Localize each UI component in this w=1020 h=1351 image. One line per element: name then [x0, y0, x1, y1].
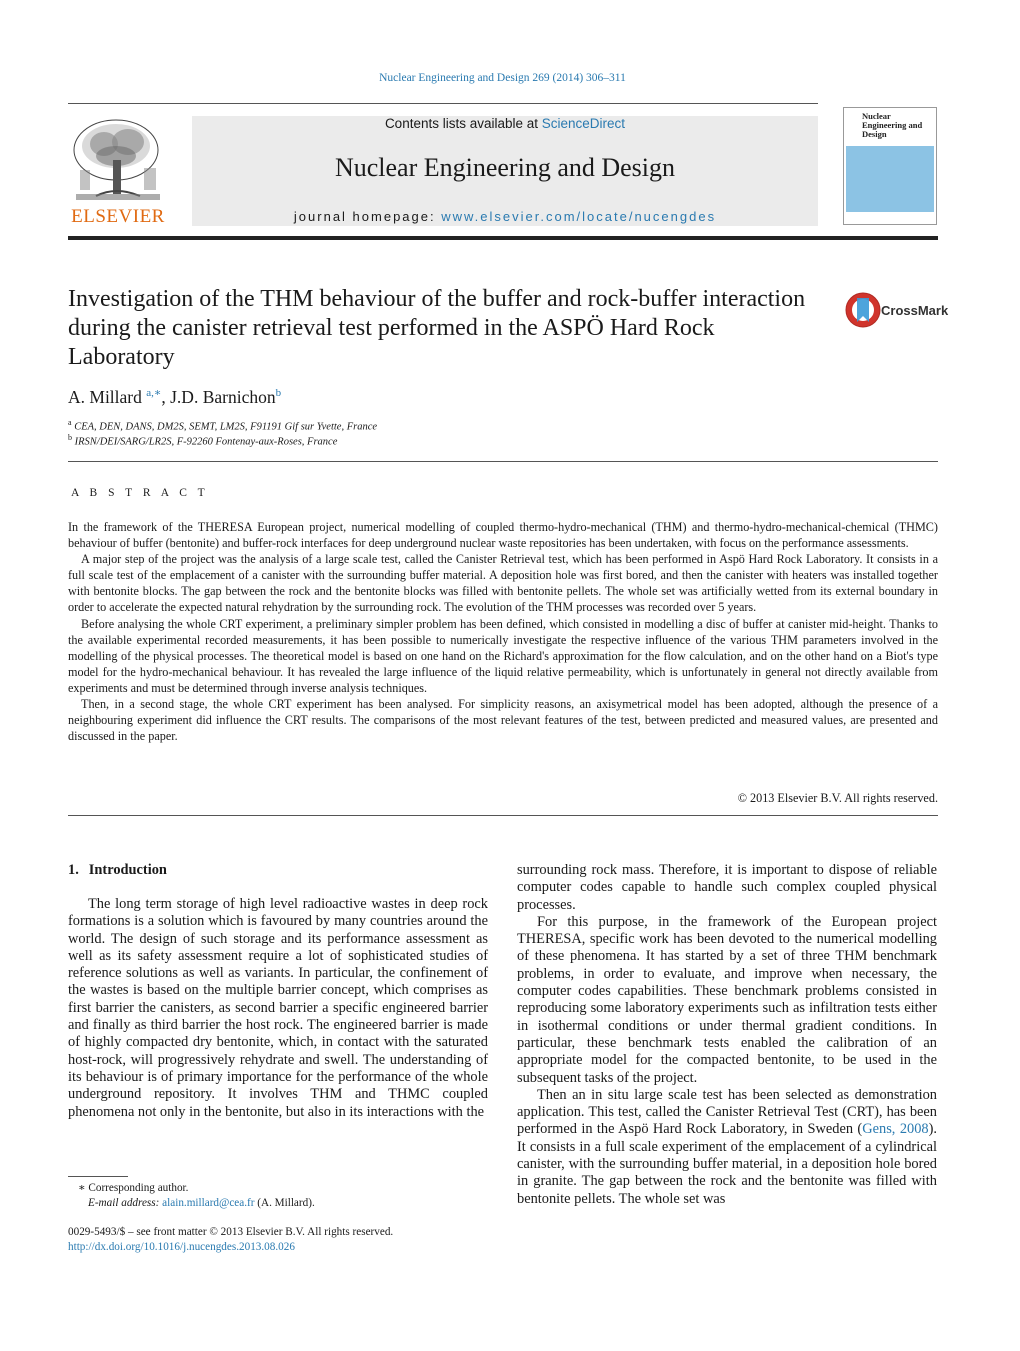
- footnotes: [68, 1181, 315, 1211]
- body-text: ). It consists in a full scale experiment of the emplacement of a cylindrical canister, with the surrounding buffer material, in a deposition hole bored in granite. The gap between the rock and the bentonite was filled with bentonite pellets. The whole set was: [517, 1121, 937, 1207]
- contents-line: [192, 116, 818, 131]
- elsevier-tree-icon: [66, 116, 170, 206]
- affiliation-text: CEA, DEN, DANS, DM2S, SEMT, LM2S, F91191 Gif sur Yvette, France: [74, 421, 378, 433]
- section-title: Introduction: [88, 862, 167, 878]
- author-list: [68, 386, 281, 408]
- author-marks[interactable]: b: [275, 387, 282, 399]
- homepage-link[interactable]: www.elsevier.com/locate/nucengdes: [441, 209, 717, 224]
- contents-prefix: Contents lists available at: [384, 116, 542, 131]
- author-separator: ,: [161, 386, 166, 407]
- section-number: 1.: [68, 862, 79, 878]
- issn-line: 0029-5493/$ – see front matter © 2013 Elsevier B.V. All rights reserved.: [68, 1226, 394, 1238]
- affiliation-mark: a: [68, 418, 72, 427]
- issn-block: [68, 1225, 393, 1255]
- corresponding-author-note: ∗ Corresponding author.: [78, 1182, 189, 1194]
- copyright-notice: © 2013 Elsevier B.V. All rights reserved.: [737, 791, 938, 805]
- abstract-body: [68, 519, 938, 744]
- crossmark-label: CrossMark: [881, 303, 949, 318]
- homepage-prefix: journal homepage:: [293, 209, 442, 224]
- elsevier-wordmark: ELSEVIER: [71, 206, 165, 227]
- body-paragraph: The long term storage of high level radioactive wastes in deep rock formations is a solution which is favoured by many countries around the world. The design of such storage and its performance assessment as well as its safety assessment require a lot of sophisticated studies of reference solutions as well as variants. In particular, the confinement of the wastes is based on the multiple barrier concept, which comprises as first barrier the canisters, as second barrier a specific engineered barrier and finally as third barrier the host rock. The engineered barrier is made of highly compacted dry bentonite, which, in contact with the saturated host-rock, will progressively rehydrate and swell. The understanding of its behaviour is of primary importance for the performance of the whole underground repository. It involves THM and THMC coupled phenomena not only in the bentonite, but also in its interactions with the: [68, 896, 488, 1120]
- abstract-heading: A B S T R A C T: [71, 487, 209, 499]
- author-marks[interactable]: a,∗: [146, 387, 162, 399]
- body-column-right: [517, 862, 937, 1208]
- journal-homepage: [192, 209, 818, 224]
- affiliation-b: [68, 433, 337, 448]
- body-paragraph: [517, 1087, 937, 1208]
- cover-footer-strip: [846, 212, 934, 222]
- abstract-paragraph: A major step of the project was the analysis of a large scale test, called the Canister Retrieval test, which has been performed in Aspö Hard Rock Laboratory. It consists in a full scale test of the emplacement of a canister with the surrounding buffer material. A deposition hole was first bored, and then the canister with heaters was installed together with bentonite blocks. The gap between the rock and the bentonite blocks was filled with bentonite pellets. The whole set was artificially wetted from its external boundary in order to accelerate the expected natural rehydration by the surrounding rock. The evolution of the THM processes was recorded over 5 years.: [68, 552, 938, 615]
- email-link[interactable]: alain.millard@cea.fr: [162, 1197, 255, 1209]
- doi-link[interactable]: http://dx.doi.org/10.1016/j.nucengdes.2013.08.026: [68, 1241, 295, 1253]
- body-column-left: [68, 896, 488, 1121]
- sciencedirect-link[interactable]: ScienceDirect: [541, 116, 626, 131]
- footnote-rule: [68, 1176, 128, 1177]
- journal-cover-thumbnail[interactable]: [843, 107, 937, 225]
- email-label: E-mail address:: [88, 1197, 163, 1209]
- article-title: Investigation of the THM behaviour of the buffer and rock-buffer interaction during the canister retrieval test performed in the ASPÖ Hard Rock Laboratory: [68, 286, 806, 370]
- body-paragraph: For this purpose, in the framework of the European project THERESA, specific work has been devoted to the numerical modelling of these phenomena. It has started by a set of three THM benchmark problems, in order to evaluate, and improve when necessary, the computer codes capabilities. These benchmark problems consisted in reproducing some laboratory experiments such as infiltration tests either in isothermal conditions or under thermal gradient conditions. In particular, these benchmark tests enabled the calibration of an appropriate model for the compacted bentonite, to be used in the subsequent tasks of the project.: [517, 913, 937, 1086]
- crossmark-icon: [843, 290, 883, 330]
- header-top-rule: [68, 103, 818, 104]
- body-text: Then an in situ large scale test has been selected as demonstration application. This test, called the Canister Retrieval Test (CRT), has been performed in the Aspö Hard Rock Laboratory, in Sweden (: [517, 1086, 937, 1138]
- section-heading: [68, 862, 167, 879]
- affiliation-a: [68, 418, 377, 433]
- body-paragraph: surrounding rock mass. Therefore, it is important to dispose of reliable computer codes capable to handle such complex coupled physical processes.: [517, 862, 937, 913]
- abstract-paragraph: Then, in a second stage, the whole CRT experiment has been analysed. For simplicity reasons, an axisymetrical model has been adopted, although the presence of a neighbouring experiment did influence the CRT results. The comparisons of the most relevant features of the test, between predicted and measured values, are presented and discussed in the paper.: [68, 697, 938, 744]
- header-thick-rule: [68, 236, 938, 240]
- abstract-bottom-rule: [68, 815, 938, 816]
- cover-title: Nuclear Engineering and Design: [862, 111, 923, 139]
- journal-title: Nuclear Engineering and Design: [334, 153, 676, 182]
- author-name[interactable]: J.D. Barnichon: [170, 386, 276, 407]
- crossmark-badge[interactable]: [843, 290, 949, 330]
- author-name[interactable]: A. Millard: [68, 386, 142, 407]
- affiliation-text: IRSN/DEI/SARG/LR2S, F-92260 Fontenay-aux-Roses, France: [74, 436, 338, 448]
- affiliation-mark: b: [68, 433, 72, 442]
- journal-reference[interactable]: Nuclear Engineering and Design 269 (2014) 306–311: [379, 72, 626, 84]
- citation-link[interactable]: Gens, 2008: [862, 1121, 929, 1138]
- cover-image-band: [846, 146, 934, 212]
- abstract-top-rule: [68, 461, 938, 462]
- email-suffix: (A. Millard).: [254, 1197, 315, 1209]
- abstract-paragraph: In the framework of the THERESA European project, numerical modelling of coupled thermo-hydro-mechanical (THM) and thermo-hydro-mechanical-chemical (THMC) behaviour of buffer (bentonite) and buffer-rock interfaces for deep underground nuclear waste repositories has been undertaken, with focus on the performance assessments.: [68, 520, 938, 551]
- abstract-paragraph: Before analysing the whole CRT experiment, a preliminary simpler problem has been defined, which consisted in modelling a disc of buffer at canister mid-height. Thanks to the available experimental recorded measurements, it has been possible to numerically investigate the respective influence of the various THM parameters involved in the modelling of the physical processes. The theoretical model is based on one hand on the Richard's approximation for the flow calculation, and on the other hand on a Biot's type model for the hydro-mechanical behaviour. It has revealed the large influence of the liquid relative permeability, which is unfortunately in general not directly available from experiments and must be determined through inverse analysis techniques.: [68, 616, 938, 695]
- email-note: [68, 1196, 315, 1211]
